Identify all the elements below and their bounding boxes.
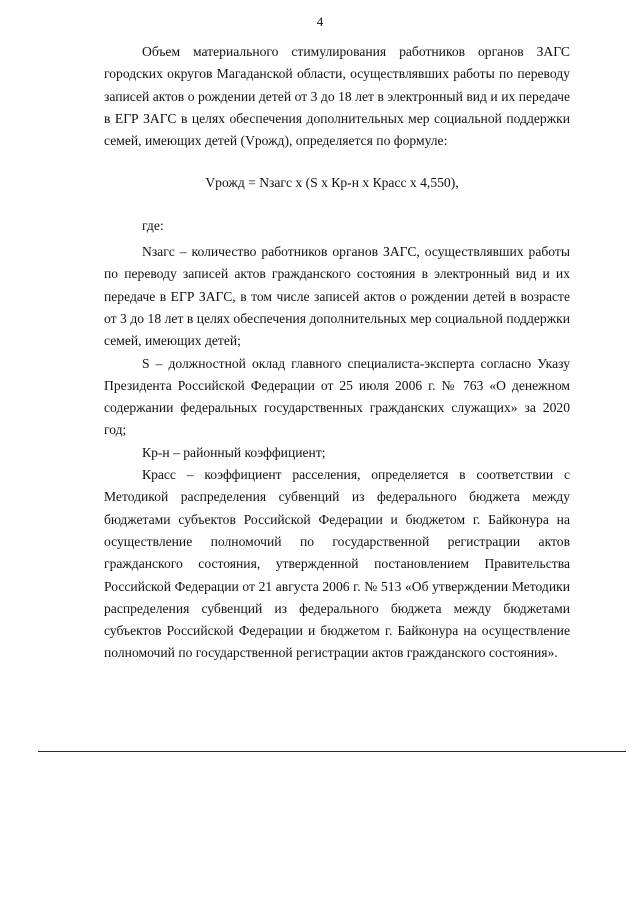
definition-krass: Красс – коэффициент расселения, определяется в соответствии с Методикой распределения субвенций из федерального бюджета между бюджетами субъектов Российской Федерации и бюджетом г. Байконура на осуществление полномочий по государственной регистрации актов гражданского состояния, утвержденной постановлением Правительства Российской Федерации от 21 августа 2006 г. № 513 «Об утверждении Методики распределения субвенций из федерального бюджета между бюджетами субъектов Российской Федерации и бюджетом г. Байконура на осуществление полномочий по государственной регистрации актов гражданского состояния». [104,467,570,661]
definition-krn: Кр-н – районный коэффициент; [142,444,326,460]
definition-nzags: Nзагс – количество работников органов ЗАГС, осуществлявших работы по переводу записей актов гражданского состояния в электронный вид и их передаче в ЕГР ЗАГС, в том числе записей актов о рождении детей в возрасте от 3 до 18 лет в целях обеспечения дополнительных мер социальной поддержки семей, имеющих детей; [104,244,570,349]
bottom-divider [38,751,626,752]
document-body [104,41,570,665]
formula: Vрожд = Nзагс x (S x Кр-н x Красс x 4,550), [205,175,459,191]
definition-s: S – должностной оклад главного специалиста-эксперта согласно Указу Президента Российской Федерации от 25 июля 2006 г. № 763 «О денежном содержании федеральных государственных гражданских служащих» за 2020 год; [104,355,570,438]
where-label: где: [142,217,164,233]
intro-paragraph: Объем материального стимулирования работников органов ЗАГС городских округов Магаданской области, осуществлявших работы по переводу записей актов о рождении детей от 3 до 18 лет в электронный вид и их передаче в ЕГР ЗАГС в целях обеспечения дополнительных мер социальной поддержки семей, имеющих детей (Vрожд), определяется по формуле: [104,44,570,149]
page-number: 4 [316,14,324,29]
